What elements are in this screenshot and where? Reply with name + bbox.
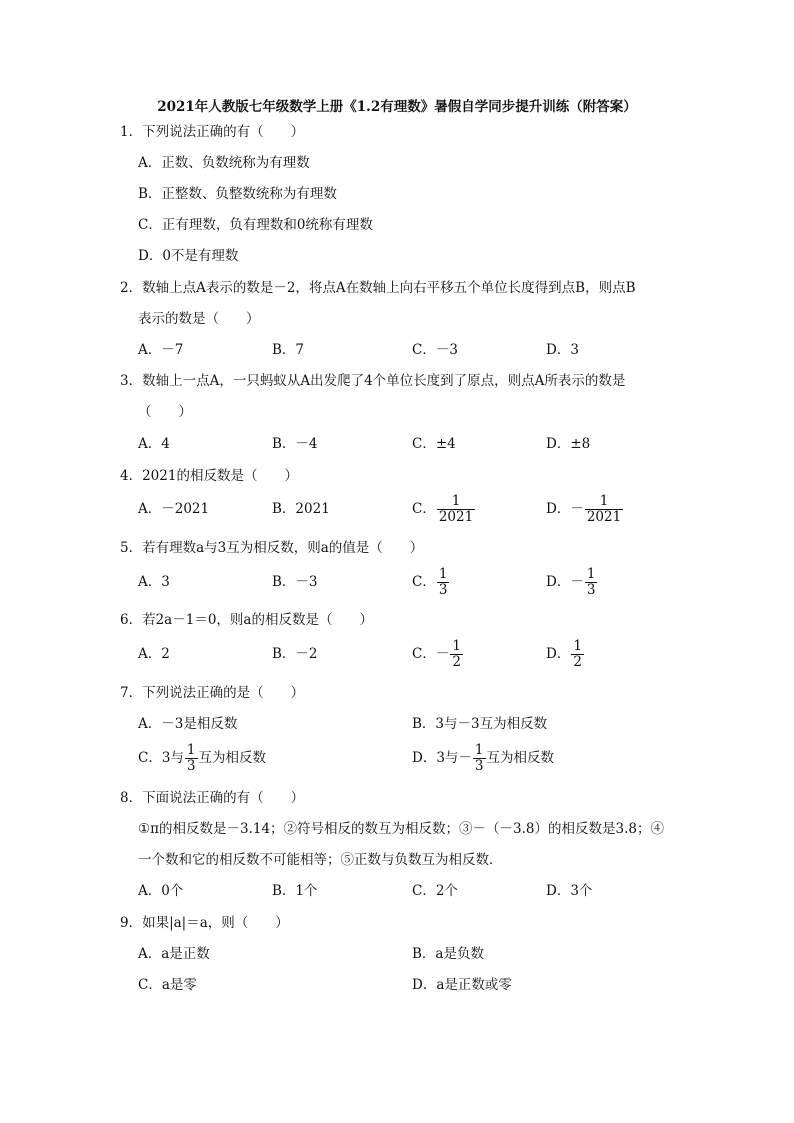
- q6-option-b: B．－2: [272, 646, 318, 662]
- fraction-numerator: 1: [586, 566, 596, 582]
- fraction-denominator: 3: [474, 758, 484, 774]
- q6-stem: 6．若2a－1＝0，则a的相反数是（ ）: [120, 612, 373, 628]
- q3-stem-line1: 3．数轴上一点A，一只蚂蚁从A出发爬了4个单位长度到了原点，则点A所表示的数是: [120, 373, 626, 389]
- q5-option-c: [412, 567, 450, 598]
- q5-option-a: A．3: [138, 574, 170, 590]
- fraction-denominator: 3: [438, 582, 448, 598]
- q3-option-c: C．±4: [412, 436, 456, 452]
- q8-body-line2: 一个数和它的相反数不可能相等；⑤正数与负数互为相反数．: [138, 852, 503, 868]
- q8-option-c: C．2个: [412, 883, 458, 899]
- q6-option-c: [412, 639, 464, 670]
- q3-stem-line2: （ ）: [138, 404, 192, 420]
- q2-option-a: A．－7: [138, 342, 184, 358]
- q9-option-b: B．a是负数: [412, 946, 484, 962]
- q4-option-b: B．2021: [272, 501, 330, 517]
- q5-option-c-fraction: [437, 567, 450, 598]
- q9-option-c: C．a是零: [138, 977, 197, 993]
- q6-option-d-fraction: [571, 639, 584, 670]
- q5-option-c-prefix: C．: [412, 574, 436, 590]
- document-title: 2021年人教版七年级数学上册《1.2有理数》暑假自学同步提升训练（附答案）: [157, 99, 637, 115]
- fraction-denominator: 2021: [438, 509, 474, 525]
- q7-option-c: [138, 743, 266, 774]
- q1-option-a: A．正数、负数统称为有理数: [138, 155, 310, 171]
- q7-option-d-prefix: D．3与－: [412, 750, 472, 766]
- q5-option-d-fraction: [585, 567, 598, 598]
- q7-option-d: [412, 743, 554, 774]
- q9-stem: 9．如果|a|＝a，则（ ）: [120, 915, 289, 931]
- q3-option-b: B．－4: [272, 436, 318, 452]
- q4-option-c-prefix: C．: [412, 501, 436, 517]
- q2-option-c: C．－3: [412, 342, 458, 358]
- q6-option-a: A．2: [138, 646, 170, 662]
- q9-option-d: D．a是正数或零: [412, 977, 512, 993]
- q3-option-d: D．±8: [546, 436, 591, 452]
- q4-option-c-fraction: [437, 494, 475, 525]
- q7-option-c-fraction: [185, 743, 198, 774]
- q7-option-a: A．－3是相反数: [138, 716, 238, 732]
- q1-option-c: C．正有理数，负有理数和0统称有理数: [138, 217, 373, 233]
- q4-option-d-prefix: D．－: [546, 501, 584, 517]
- q7-option-b: B．3与－3互为相反数: [412, 716, 548, 732]
- q6-option-d-prefix: D．: [546, 646, 571, 662]
- q5-stem: 5．若有理数a与3互为相反数，则a的值是（ ）: [120, 540, 424, 556]
- q8-option-b: B．1个: [272, 883, 318, 899]
- q7-option-c-prefix: C．3与: [138, 750, 184, 766]
- q4-option-d-fraction: [585, 494, 623, 525]
- fraction-numerator: 1: [186, 742, 196, 758]
- fraction-numerator: 1: [573, 638, 582, 654]
- q5-option-d: [546, 567, 598, 598]
- q2-option-b: B．7: [272, 342, 305, 358]
- q5-option-d-prefix: D．－: [546, 574, 584, 590]
- q4-option-c: [412, 494, 476, 525]
- q8-option-d: D．3个: [546, 883, 593, 899]
- fraction-numerator: 1: [452, 638, 461, 654]
- q6-option-c-prefix: C．－: [412, 646, 450, 662]
- q7-option-d-suffix: 互为相反数: [486, 750, 555, 766]
- q1-option-b: B．正整数、负整数统称为有理数: [138, 186, 337, 202]
- fraction-numerator: 1: [474, 742, 484, 758]
- q4-option-a: A．－2021: [138, 501, 210, 517]
- q9-option-a: A．a是正数: [138, 946, 210, 962]
- q5-option-b: B．－3: [272, 574, 318, 590]
- q3-option-a: A．4: [138, 436, 170, 452]
- fraction-denominator: 2021: [586, 509, 622, 525]
- q1-option-d: D．0不是有理数: [138, 248, 239, 264]
- q1-stem: 1．下列说法正确的有（ ）: [120, 124, 305, 140]
- fraction-denominator: 2: [573, 654, 582, 670]
- q7-option-d-fraction: [473, 743, 486, 774]
- q7-stem: 7．下列说法正确的是（ ）: [120, 685, 305, 701]
- q6-option-d: [546, 639, 585, 670]
- fraction-numerator: 1: [599, 493, 609, 509]
- q2-stem-line2: 表示的数是（ ）: [138, 311, 260, 327]
- fraction-denominator: 3: [186, 758, 196, 774]
- q4-option-d: [546, 494, 624, 525]
- q2-option-d: D．3: [546, 342, 579, 358]
- q7-option-c-suffix: 互为相反数: [198, 750, 267, 766]
- fraction-numerator: 1: [438, 566, 448, 582]
- q6-option-c-fraction: [450, 639, 463, 670]
- q8-option-a: A．0个: [138, 883, 184, 899]
- q4-stem: 4．2021的相反数是（ ）: [120, 468, 298, 484]
- q8-stem: 8．下面说法正确的有（ ）: [120, 790, 305, 806]
- fraction-denominator: 3: [586, 582, 596, 598]
- fraction-numerator: 1: [451, 493, 461, 509]
- q2-stem-line1: 2．数轴上点A表示的数是－2，将点A在数轴上向右平移五个单位长度得到点B，则点B: [120, 280, 636, 296]
- fraction-denominator: 2: [452, 654, 461, 670]
- q8-body-line1: ①π的相反数是－3.14；②符号相反的数互为相反数；③－（－3.8）的相反数是3.8；④: [138, 821, 664, 837]
